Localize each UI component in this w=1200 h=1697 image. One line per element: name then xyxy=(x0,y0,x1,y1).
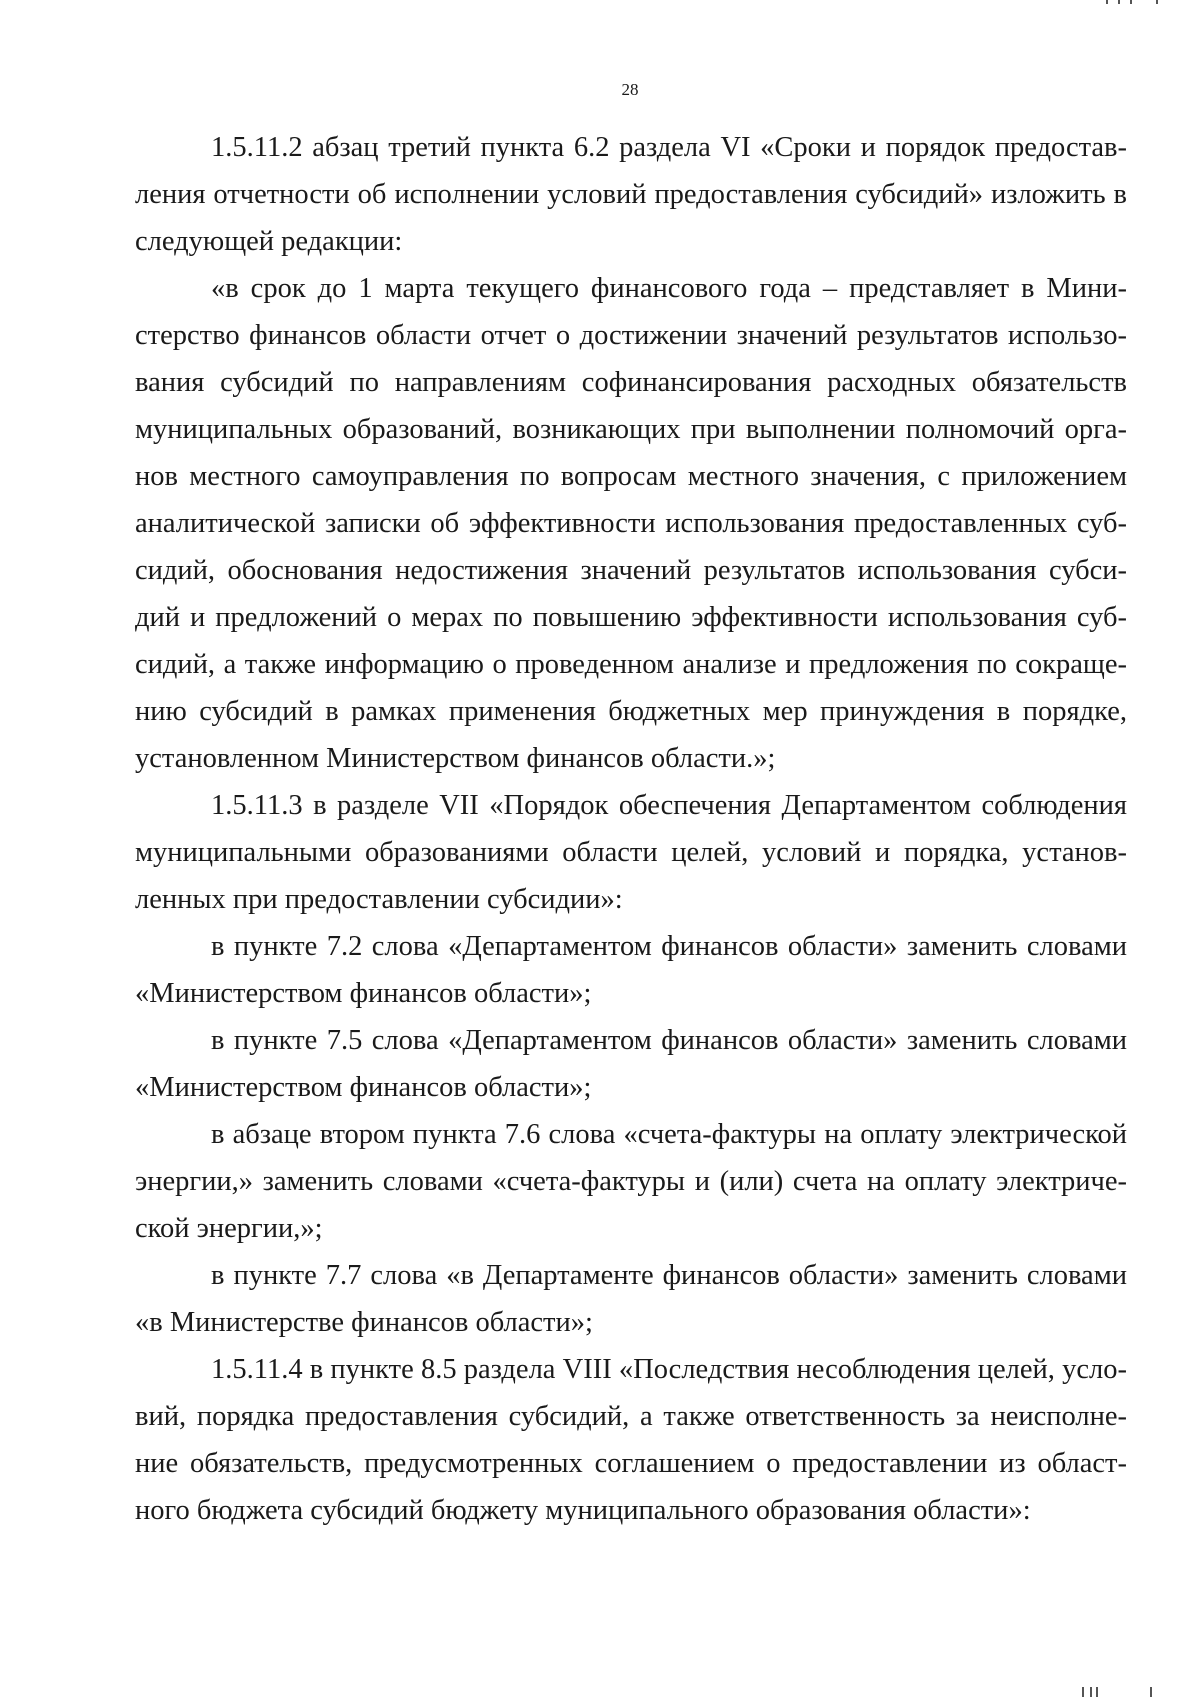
paragraph-item-7-6 xyxy=(135,1111,1127,1252)
text-line: «в срок до 1 марта текущего финансового года – представляет в Мини- xyxy=(211,273,1127,304)
text-line: ления отчетности об исполнении условий предоставления субсидий» изложить в xyxy=(135,179,1127,210)
paragraph-1-5-11-3 xyxy=(135,782,1127,923)
document-body xyxy=(135,124,1127,1534)
paragraph-1-5-11-2 xyxy=(135,124,1127,265)
text-line: «в Министерстве финансов области»; xyxy=(135,1307,593,1338)
text-line: муниципальных образований, возникающих при выполнении полномочий орга- xyxy=(135,414,1127,445)
text-line: ленных при предоставлении субсидии»: xyxy=(135,884,623,915)
text-line: 1.5.11.4 в пункте 8.5 раздела VIII «Последствия несоблюдения целей, усло- xyxy=(211,1354,1127,1385)
page-number: 28 xyxy=(621,80,639,99)
scan-edge-marks-bottom xyxy=(1080,1683,1160,1697)
paragraph-item-7-5 xyxy=(135,1017,1127,1111)
text-line: нов местного самоуправления по вопросам местного значения, с приложением xyxy=(135,461,1127,492)
text-line: установленном Министерством финансов области.»; xyxy=(135,743,776,774)
text-line: дий и предложений о мерах по повышению эффективности использования суб- xyxy=(135,602,1127,633)
text-line: ской энергии,»; xyxy=(135,1213,323,1244)
text-line: вания субсидий по направлениям софинансирования расходных обязательств xyxy=(135,367,1127,398)
text-line: в пункте 7.7 слова «в Департаменте финансов области» заменить словами xyxy=(211,1260,1127,1291)
text-line: стерство финансов области отчет о достижении значений результатов использо- xyxy=(135,320,1127,351)
text-line: энергии,» заменить словами «счета-фактуры и (или) счета на оплату электриче- xyxy=(135,1166,1127,1197)
text-line: ного бюджета субсидий бюджету муниципального образования области»: xyxy=(135,1495,1031,1526)
text-line: в абзаце втором пункта 7.6 слова «счета-фактуры на оплату электрической xyxy=(211,1119,1127,1150)
text-line: сидий, а также информацию о проведенном анализе и предложения по сокраще- xyxy=(135,649,1127,680)
text-line: сидий, обоснования недостижения значений результатов использования субси- xyxy=(135,555,1127,586)
paragraph-quoted-amendment xyxy=(135,265,1127,782)
text-line: в пункте 7.2 слова «Департаментом финансов области» заменить словами xyxy=(211,931,1127,962)
text-line: 1.5.11.2 абзац третий пункта 6.2 раздела VI «Сроки и порядок предостав- xyxy=(211,132,1127,163)
text-line: аналитической записки об эффективности использования предоставленных суб- xyxy=(135,508,1127,539)
text-line: «Министерством финансов области»; xyxy=(135,1072,592,1103)
text-line: ние обязательств, предусмотренных соглашением о предоставлении из област- xyxy=(135,1448,1127,1479)
text-line: следующей редакции: xyxy=(135,226,403,257)
paragraph-1-5-11-4 xyxy=(135,1346,1127,1534)
text-line: 1.5.11.3 в разделе VII «Порядок обеспечения Департаментом соблюдения xyxy=(211,790,1127,821)
text-line: муниципальными образованиями области целей, условий и порядка, установ- xyxy=(135,837,1127,868)
text-line: вий, порядка предоставления субсидий, а также ответственность за неисполне- xyxy=(135,1401,1127,1432)
paragraph-item-7-2 xyxy=(135,923,1127,1017)
text-line: нию субсидий в рамках применения бюджетных мер принуждения в порядке, xyxy=(135,696,1127,727)
scan-edge-marks-top xyxy=(1100,0,1160,4)
text-line: в пункте 7.5 слова «Департаментом финансов области» заменить словами xyxy=(211,1025,1127,1056)
text-line: «Министерством финансов области»; xyxy=(135,978,592,1009)
paragraph-item-7-7 xyxy=(135,1252,1127,1346)
